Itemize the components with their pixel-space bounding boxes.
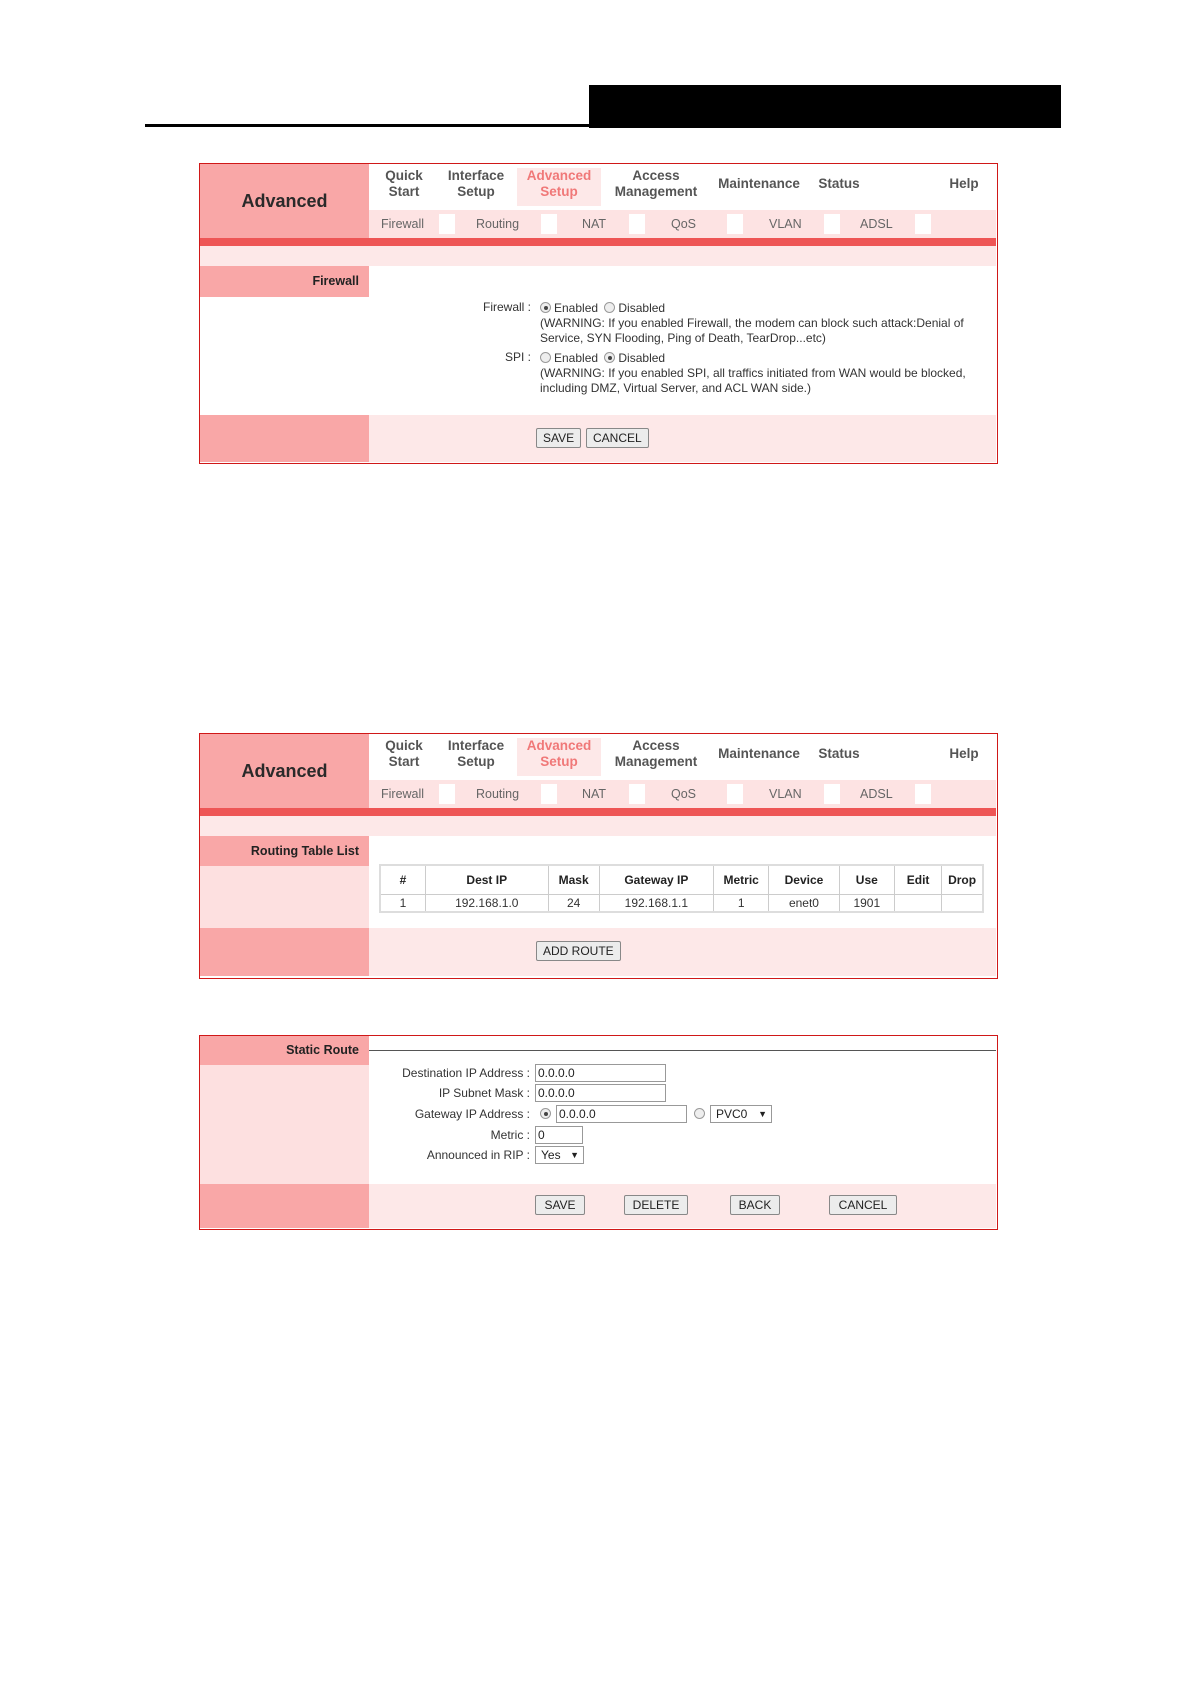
firewall-disabled-radio[interactable] xyxy=(604,302,615,313)
subnav-routing[interactable]: Routing xyxy=(476,217,520,231)
nav-help[interactable]: Help xyxy=(949,176,979,191)
gateway-ip-label: Gateway IP Address : xyxy=(414,1107,530,1121)
table-header-row xyxy=(380,865,983,895)
subnav-nat[interactable]: NAT xyxy=(582,787,607,801)
brand-advanced: Advanced xyxy=(200,734,369,808)
subnav-nat[interactable]: NAT xyxy=(582,217,607,231)
nav-interface-setup[interactable]: Interface Setup xyxy=(447,168,505,199)
nav-advanced-setup[interactable]: Advanced Setup xyxy=(517,738,601,776)
spi-radio-group xyxy=(540,351,665,366)
subnav-routing[interactable]: Routing xyxy=(476,787,520,801)
subnav-separator xyxy=(915,784,931,804)
nav-red-bar xyxy=(200,808,996,816)
col-edit: Edit xyxy=(895,865,942,895)
dest-ip-label: Destination IP Address : xyxy=(402,1066,530,1080)
firewall-warning-2: Service, SYN Flooding, Ping of Death, TearDrop...etc) xyxy=(540,331,826,345)
save-button[interactable]: SAVE xyxy=(535,1195,585,1215)
subnav-separator xyxy=(541,784,557,804)
subnav-separator xyxy=(824,784,840,804)
nav-status[interactable]: Status xyxy=(818,176,860,191)
col-mask: Mask xyxy=(548,865,599,895)
nav-access-management[interactable]: Access Management xyxy=(614,168,698,199)
subnav-separator xyxy=(439,214,455,234)
col-drop: Drop xyxy=(942,865,983,895)
cell-edit[interactable] xyxy=(895,895,942,913)
nav-maintenance[interactable]: Maintenance xyxy=(718,176,800,191)
spi-enabled-radio[interactable] xyxy=(540,352,551,363)
col-index: # xyxy=(380,865,426,895)
announced-rip-label: Announced in RIP : xyxy=(426,1148,530,1162)
col-gateway-ip: Gateway IP xyxy=(599,865,713,895)
footer-left xyxy=(200,415,369,462)
subnav-firewall[interactable]: Firewall xyxy=(381,217,425,231)
nav-access-management[interactable]: Access Management xyxy=(614,738,698,769)
footer-left xyxy=(200,1184,369,1228)
chevron-down-icon: ▼ xyxy=(758,1109,767,1119)
subnav-separator xyxy=(629,214,645,234)
firewall-warning-1: (WARNING: If you enabled Firewall, the modem can block such attack:Denial of xyxy=(540,316,964,330)
save-button[interactable]: SAVE xyxy=(536,428,581,448)
subnav-vlan[interactable]: VLAN xyxy=(769,217,802,231)
subnav-separator xyxy=(727,214,743,234)
nav-help[interactable]: Help xyxy=(949,746,979,761)
chevron-down-icon: ▼ xyxy=(570,1150,579,1160)
gateway-ip-radio[interactable] xyxy=(540,1108,551,1119)
nav-advanced-setup[interactable]: Advanced Setup xyxy=(517,168,601,206)
nav-maintenance[interactable]: Maintenance xyxy=(718,746,800,761)
cell-device: enet0 xyxy=(769,895,839,913)
firewall-enabled-radio[interactable] xyxy=(540,302,551,313)
nav-status[interactable]: Status xyxy=(818,746,860,761)
col-dest-ip: Dest IP xyxy=(426,865,548,895)
nav-band xyxy=(200,816,996,836)
cancel-button[interactable]: CANCEL xyxy=(586,428,649,448)
enabled-label: Enabled xyxy=(554,301,599,315)
static-route-panel xyxy=(199,1035,998,1230)
brand-advanced: Advanced xyxy=(200,164,369,238)
pvc-select[interactable] xyxy=(710,1105,772,1123)
footer-bar xyxy=(369,928,996,976)
cancel-button[interactable]: CANCEL xyxy=(829,1195,897,1215)
subnav-separator xyxy=(824,214,840,234)
nav-interface-setup[interactable]: Interface Setup xyxy=(447,738,505,769)
subnav-separator xyxy=(915,214,931,234)
firewall-panel xyxy=(199,163,998,464)
sub-nav xyxy=(369,780,996,808)
cell-index: 1 xyxy=(380,895,426,913)
rip-select-value: Yes xyxy=(541,1148,561,1162)
subnav-qos[interactable]: QoS xyxy=(671,787,697,801)
cell-dest-ip: 192.168.1.0 xyxy=(426,895,548,913)
cell-metric: 1 xyxy=(713,895,768,913)
delete-button[interactable]: DELETE xyxy=(624,1195,688,1215)
metric-input[interactable]: 0 xyxy=(535,1126,583,1144)
subnet-mask-label: IP Subnet Mask : xyxy=(438,1086,530,1100)
cell-use: 1901 xyxy=(839,895,894,913)
sub-nav xyxy=(369,210,996,238)
subnav-separator xyxy=(727,784,743,804)
left-column xyxy=(200,1065,369,1184)
subnet-mask-input[interactable]: 0.0.0.0 xyxy=(535,1084,666,1102)
enabled-label: Enabled xyxy=(554,351,599,365)
col-metric: Metric xyxy=(713,865,768,895)
nav-red-bar xyxy=(200,238,996,246)
section-title-routing: Routing Table List xyxy=(200,836,369,866)
header-rule xyxy=(145,124,589,127)
footer-left xyxy=(200,928,369,976)
subnav-separator xyxy=(629,784,645,804)
table-row xyxy=(380,895,983,913)
section-rule xyxy=(369,1050,996,1051)
routing-table xyxy=(379,864,984,913)
firewall-radio-group xyxy=(540,301,665,316)
subnav-firewall[interactable]: Firewall xyxy=(381,787,425,801)
routing-panel xyxy=(199,733,998,979)
col-use: Use xyxy=(839,865,894,895)
subnav-adsl[interactable]: ADSL xyxy=(860,217,893,231)
subnav-adsl[interactable]: ADSL xyxy=(860,787,893,801)
section-title-firewall: Firewall xyxy=(200,266,369,297)
left-column xyxy=(200,866,369,928)
left-column xyxy=(200,297,369,415)
section-title-static-route: Static Route xyxy=(200,1036,369,1065)
cell-gateway-ip: 192.168.1.1 xyxy=(599,895,713,913)
header-black-block xyxy=(589,85,1061,128)
nav-band xyxy=(200,246,996,266)
firewall-label: Firewall : xyxy=(482,300,531,314)
spi-label: SPI : xyxy=(504,350,531,364)
nav-quick-start[interactable]: Quick Start xyxy=(385,168,423,199)
back-button[interactable]: BACK xyxy=(730,1195,780,1215)
main-nav xyxy=(369,734,996,780)
spi-warning-1: (WARNING: If you enabled SPI, all traffics initiated from WAN would be blocked, xyxy=(540,366,966,380)
disabled-label: Disabled xyxy=(618,351,666,365)
dest-ip-input[interactable]: 0.0.0.0 xyxy=(535,1064,666,1082)
add-route-button[interactable]: ADD ROUTE xyxy=(536,941,621,961)
cell-drop[interactable] xyxy=(942,895,983,913)
subnav-separator xyxy=(541,214,557,234)
subnav-qos[interactable]: QoS xyxy=(671,217,697,231)
spi-disabled-radio[interactable] xyxy=(604,352,615,363)
footer-bar xyxy=(369,415,996,462)
disabled-label: Disabled xyxy=(618,301,666,315)
main-nav xyxy=(369,164,996,210)
metric-label: Metric : xyxy=(490,1128,530,1142)
subnav-vlan[interactable]: VLAN xyxy=(769,787,802,801)
subnav-separator xyxy=(439,784,455,804)
gateway-ip-input[interactable]: 0.0.0.0 xyxy=(556,1105,687,1123)
nav-quick-start[interactable]: Quick Start xyxy=(385,738,423,769)
spi-warning-2: including DMZ, Virtual Server, and ACL WAN side.) xyxy=(540,381,811,395)
pvc-select-value: PVC0 xyxy=(716,1107,748,1121)
cell-mask: 24 xyxy=(548,895,599,913)
rip-select[interactable] xyxy=(535,1146,584,1164)
col-device: Device xyxy=(769,865,839,895)
gateway-pvc-radio[interactable] xyxy=(694,1108,705,1119)
